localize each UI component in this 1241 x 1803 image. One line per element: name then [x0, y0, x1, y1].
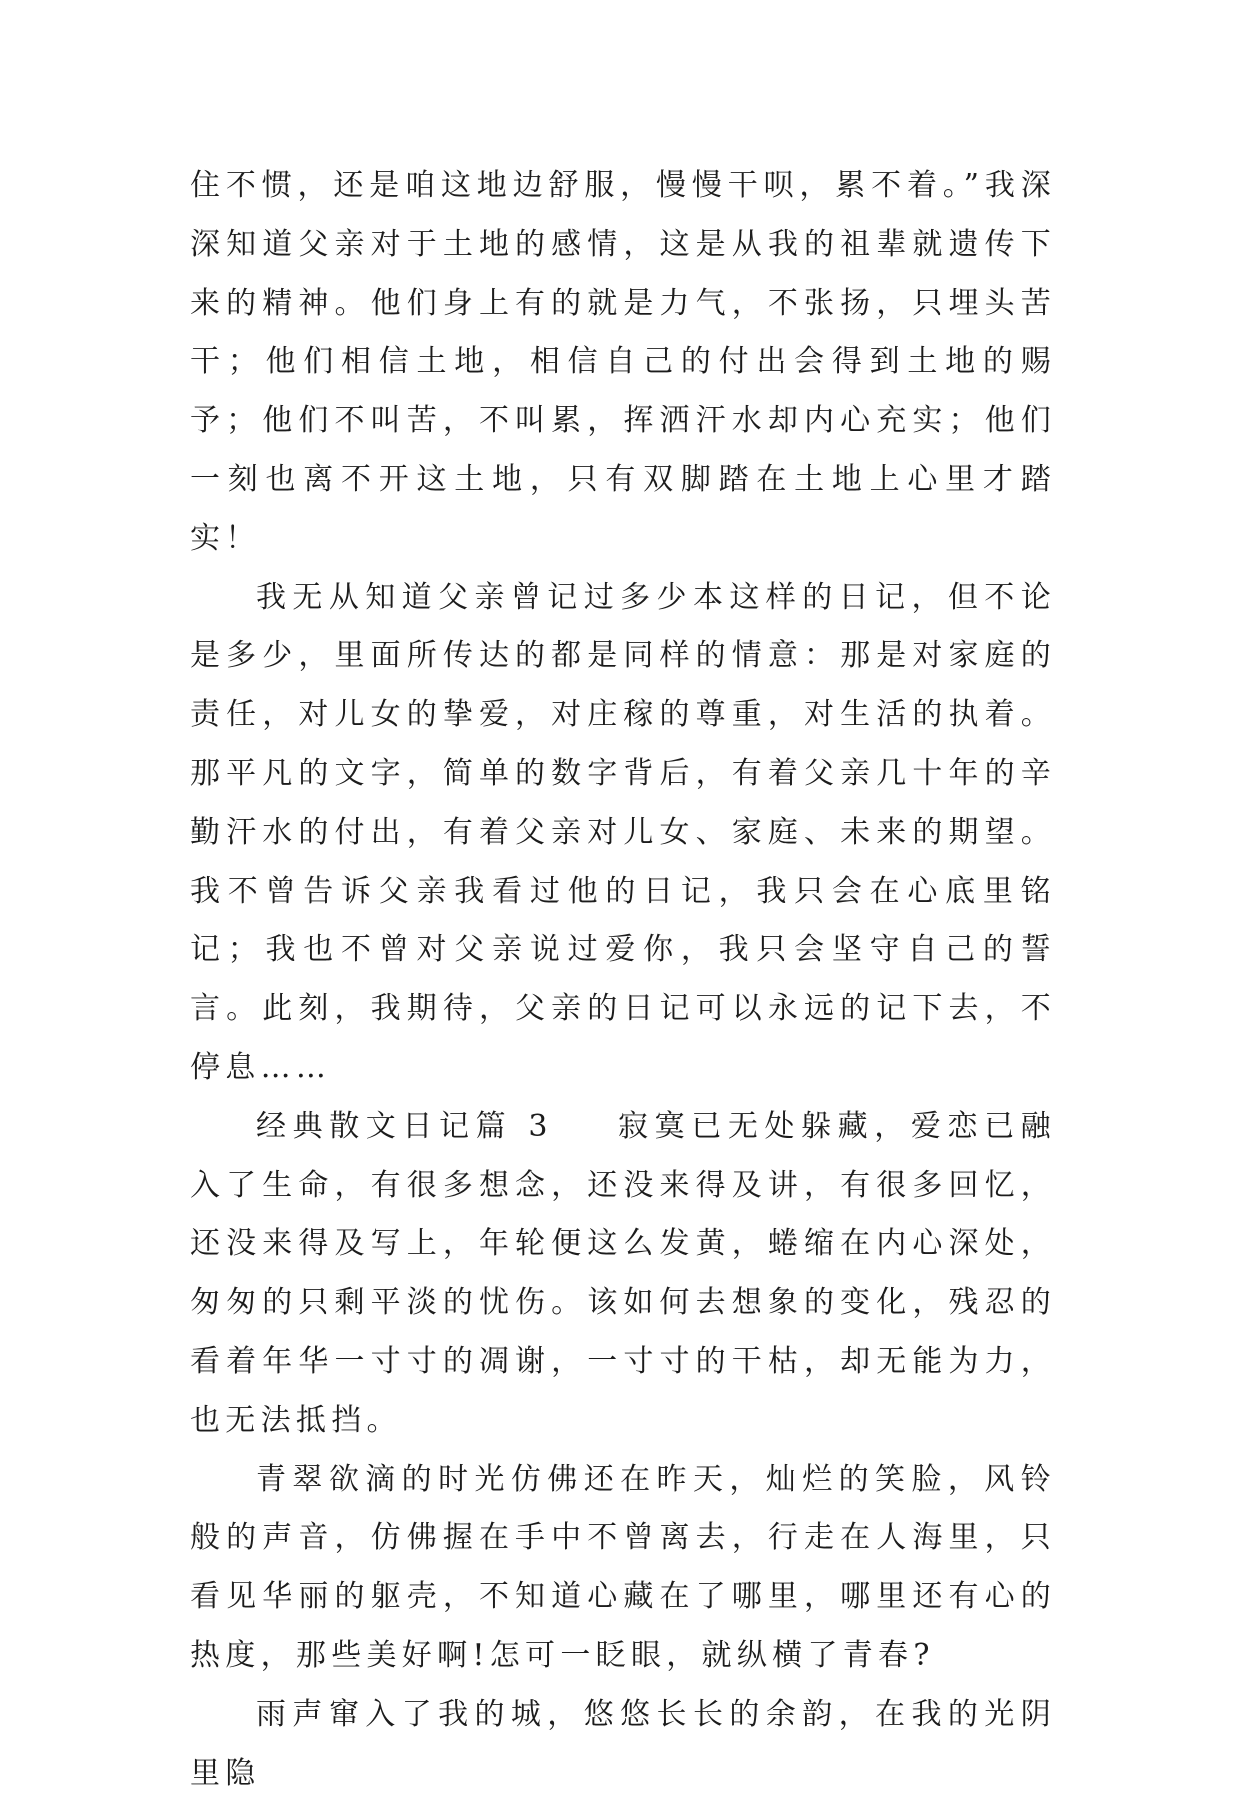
paragraph-2 — [190, 569, 1056, 1098]
paragraph-5 — [190, 1686, 1056, 1803]
section-heading: 经典散文日记篇 3 — [256, 1108, 553, 1144]
paragraph-text: 寂寞已无处躲藏，爱恋已融入了生命，有很多想念，还没来得及讲，有很多回忆，还没来得及写上，年轮便这么发黄，蜷缩在内心深处，匆匆的只剩平淡的忧伤。该如何去想象的变化，残忍的看着年华一寸寸的凋谢，一寸寸的干枯，却无能为力，也无法抵挡。 — [190, 1108, 1056, 1438]
paragraph-1 — [190, 157, 1056, 569]
paragraph-text: 我无从知道父亲曾记过多少本这样的日记，但不论是多少，里面所传达的都是同样的情意：那是对家庭的责任，对儿女的挚爱，对庄稼的尊重，对生活的执着。那平凡的文字，简单的数字背后，有着父亲几十年的辛勤汗水的付出，有着父亲对儿女、家庭、未来的期望。我不曾告诉父亲我看过他的日记，我只会在心底里铭记；我也不曾对父亲说过爱你，我只会坚守自己的誓言。此刻，我期待，父亲的日记可以永远的记下去，不停息…… — [190, 579, 1056, 1085]
document-body — [190, 157, 1056, 1803]
paragraph-4 — [190, 1451, 1056, 1686]
paragraph-text: 住不惯，还是咱这地边舒服，慢慢干呗，累不着。”我深深知道父亲对于土地的感情，这是从我的祖辈就遗传下来的精神。他们身上有的就是力气，不张扬，只埋头苦干；他们相信土地，相信自己的付出会得到土地的赐予；他们不叫苦，不叫累，挥洒汗水却内心充实；他们一刻也离不开这土地，只有双脚踏在土地上心里才踏实！ — [190, 168, 1056, 556]
paragraph-3 — [190, 1098, 1056, 1451]
paragraph-text: 青翠欲滴的时光仿佛还在昨天，灿烂的笑脸，风铃般的声音，仿佛握在手中不曾离去，行走在人海里，只看见华丽的躯壳，不知道心藏在了哪里，哪里还有心的热度，那些美好啊!怎可一眨眼，就纵横了青春? — [190, 1461, 1056, 1673]
paragraph-text: 雨声窜入了我的城，悠悠长长的余韵，在我的光阴里隐 — [190, 1696, 1056, 1791]
